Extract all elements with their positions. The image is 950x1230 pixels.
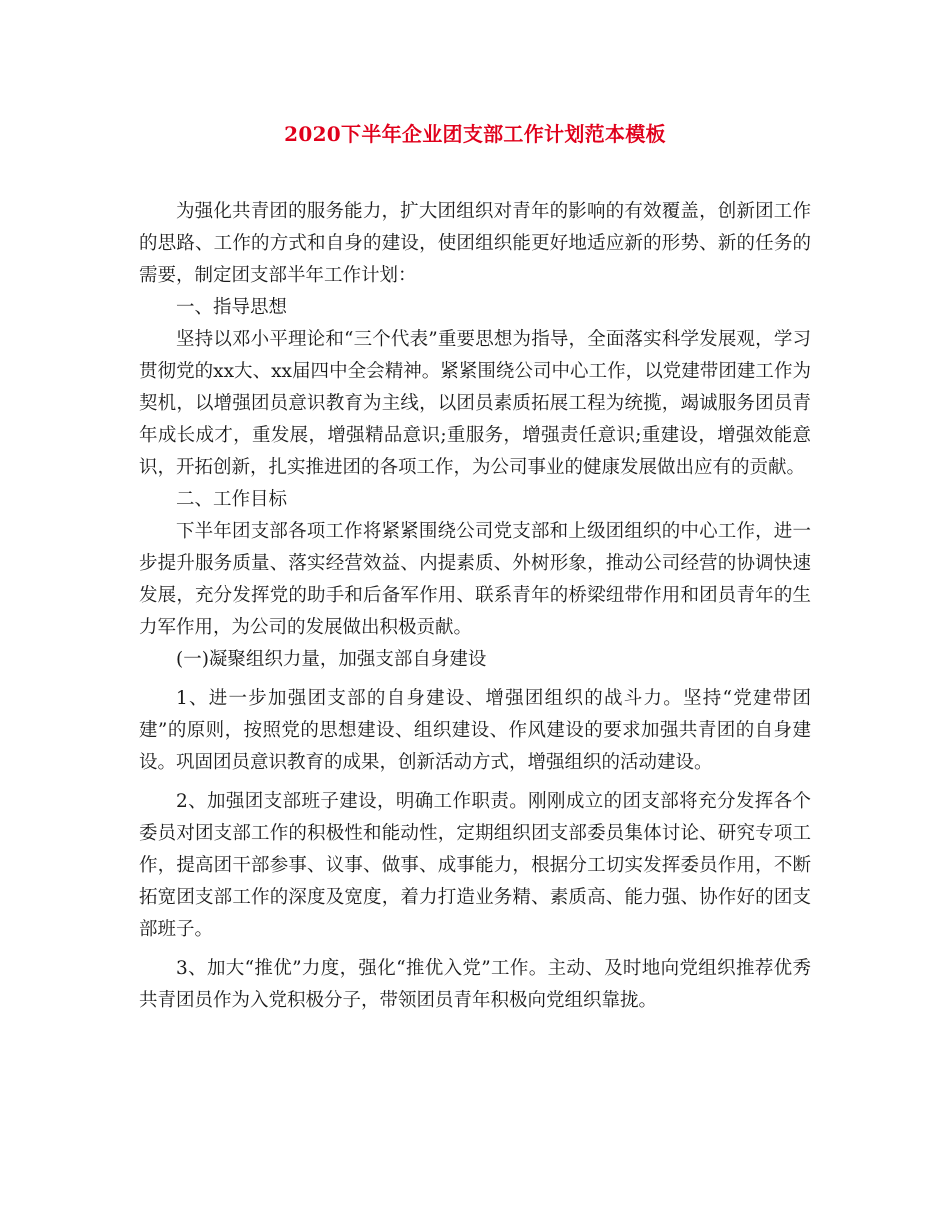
paragraph-item-3: 3、加大“推优”力度，强化“推优入党”工作。主动、及时地向党组织推荐优秀共青团员作为入党积极分子，带领团员青年积极向党组织靠拢。 <box>139 958 811 1011</box>
subheading-organization: (一)凝聚组织力量，加强支部自身建设 <box>176 649 487 670</box>
paragraph-work-goals: 下半年团支部各项工作将紧紧围绕公司党支部和上级团组织的中心工作，进一步提升服务质量、落实经营效益、内提素质、外树形象，推动公司经营的协调快速发展，充分发挥党的助手和后备军作用、联系青年的桥梁纽带作用和团员青年的生力军作用，为公司的发展做出积极贡献。 <box>139 521 811 638</box>
document-body <box>139 196 811 1017</box>
paragraph-item-1: 1、进一步加强团支部的自身建设、增强团组织的战斗力。坚持“党建带团建”的原则，按照党的思想建设、组织建设、作风建设的要求加强共青团的自身建设。巩固团员意识教育的成果，创新活动方式，增强组织的活动建设。 <box>139 688 811 773</box>
document-title: 2020下半年企业团支部工作计划范本模板 <box>284 122 666 146</box>
heading-work-goals: 二、工作目标 <box>176 489 288 510</box>
heading-guiding-ideology: 一、指导思想 <box>176 297 288 318</box>
paragraph-guiding-ideology: 坚持以邓小平理论和“三个代表”重要思想为指导，全面落实科学发展观，学习贯彻党的xx大、xx届四中全会精神。紧紧围绕公司中心工作，以党建带团建工作为契机，以增强团员意识教育为主线，以团员素质拓展工程为统揽，竭诚服务团员青年成长成才，重发展，增强精品意识;重服务，增强责任意识;重建设，增强效能意识，开拓创新，扎实推进团的各项工作，为公司事业的健康发展做出应有的贡献。 <box>139 329 811 478</box>
paragraph-item-2: 2、加强团支部班子建设，明确工作职责。刚刚成立的团支部将充分发挥各个委员对团支部工作的积极性和能动性，定期组织团支部委员集体讨论、研究专项工作，提高团干部参事、议事、做事、成事能力，根据分工切实发挥委员作用，不断拓宽团支部工作的深度及宽度，着力打造业务精、素质高、能力强、协作好的团支部班子。 <box>139 791 811 940</box>
paragraph-intro: 为强化共青团的服务能力，扩大团组织对青年的影响的有效覆盖，创新团工作的思路、工作的方式和自身的建设，使团组织能更好地适应新的形势、新的任务的需要，制定团支部半年工作计划： <box>139 201 811 286</box>
